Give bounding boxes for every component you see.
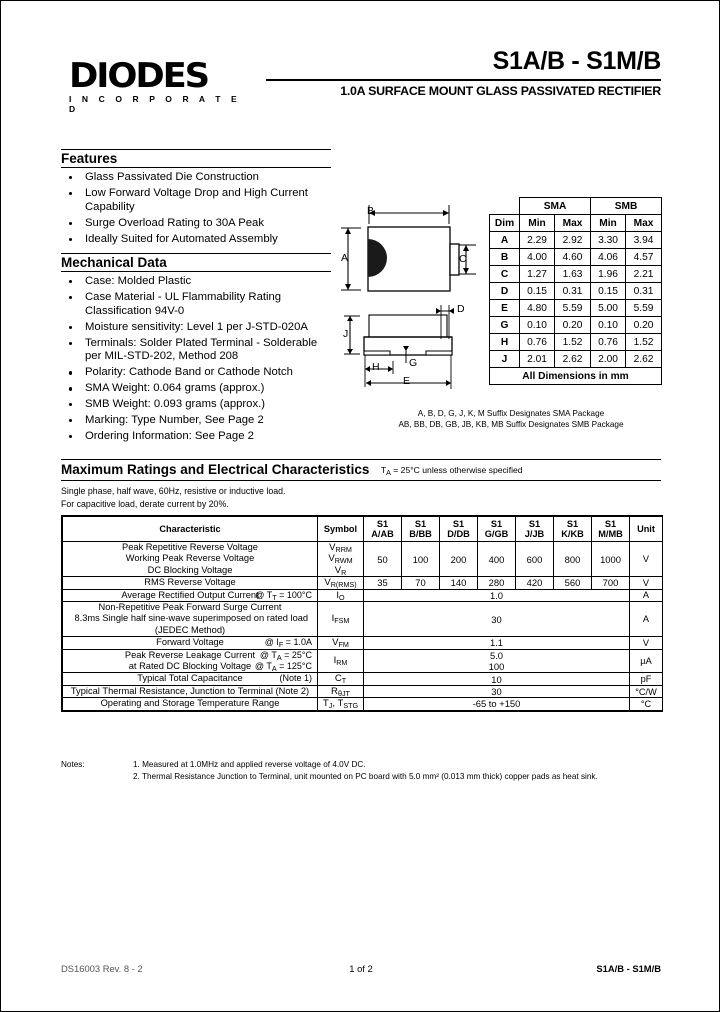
dim-cell-sma-max: 4.60: [555, 249, 591, 266]
mechanical-item: SMA Weight: 0.064 grams (approx.): [61, 382, 331, 396]
table-row: [63, 602, 663, 637]
value-cell: 420: [516, 577, 554, 589]
characteristic-name: Peak Repetitive Reverse Voltage Working Peak Reverse Voltage DC Blocking Voltage: [63, 542, 318, 577]
dim-cell-sma-min: 0.15: [520, 283, 555, 300]
table-row: [63, 673, 663, 685]
dim-cell-sma-min: 2.29: [520, 232, 555, 249]
dim-row: [490, 249, 662, 266]
dim-cell-sma-min: 2.01: [520, 351, 555, 368]
symbol-cell: $V_{RRM}$ $V_{RWM}$ $V_R$: [318, 542, 364, 577]
value-cell: 70: [402, 577, 440, 589]
value-cell: 1000: [592, 542, 630, 577]
dim-col-header: Max: [626, 215, 662, 232]
dim-label-G: G: [409, 357, 418, 369]
dim-cell-sma-max: 2.92: [555, 232, 591, 249]
dim-cell-name: A: [490, 232, 520, 249]
unit-cell: °C/W: [630, 685, 663, 697]
characteristics-table-body: [63, 542, 663, 711]
footnote-item: 2. Thermal Resistance Junction to Terminal, unit mounted on PC board with 5.0 mm² (0.013 mm thick) copper pads as heat sink.: [133, 772, 598, 781]
dim-col-header: Min: [520, 215, 555, 232]
col-header-symbol: Symbol: [318, 517, 364, 542]
characteristic-name: Peak Reverse Leakage Current @ $T_A = 25^\circ C$ at Rated DC Blocking Voltage @ $T_A = 125^\circ C$: [63, 649, 318, 673]
characteristic-name: Average Rectified Output Current @ $T_T = 100^\circ C$: [63, 589, 318, 601]
dim-row: [490, 300, 662, 317]
dimensions-table-body: [490, 232, 662, 368]
dim-cell-name: D: [490, 283, 520, 300]
package-suffix-note: [361, 409, 661, 430]
dim-cell-smb-max: 0.31: [626, 283, 662, 300]
dim-col-header: Dim: [490, 215, 520, 232]
mechanical-item: Ordering Information: See Page 2: [61, 430, 331, 444]
max-ratings-heading-bar: [61, 459, 661, 481]
dim-cell-smb-max: 0.20: [626, 317, 662, 334]
page-subtitle: 1.0A SURFACE MOUNT GLASS PASSIVATED RECTIFIER: [340, 84, 661, 98]
dim-label-B: B: [367, 205, 375, 217]
dim-cell-name: H: [490, 334, 520, 351]
mechanical-data-heading: Mechanical Data: [61, 253, 331, 272]
value-cell-spanned: 1.0: [364, 589, 630, 601]
value-cell-spanned: 5.0 100: [364, 649, 630, 673]
characteristic-name: Operating and Storage Temperature Range: [63, 698, 318, 710]
table-row: [63, 542, 663, 577]
dim-cell-sma-min: 4.00: [520, 249, 555, 266]
feature-item: Glass Passivated Die Construction: [61, 171, 331, 185]
footer-document-id: DS16003 Rev. 8 - 2: [61, 963, 143, 974]
value-cell-spanned: -65 to +150: [364, 698, 630, 710]
dim-cell-sma-min: 0.76: [520, 334, 555, 351]
mechanical-item: Marking: Type Number, See Page 2: [61, 414, 331, 428]
symbol-cell: $V_{R(RMS)}$: [318, 577, 364, 589]
characteristics-header-row: [63, 517, 663, 542]
max-ratings-section: [61, 459, 661, 510]
unit-cell: °C: [630, 698, 663, 710]
characteristic-name: Typical Thermal Resistance, Junction to Terminal (Note 2): [63, 685, 318, 697]
page-title: S1A/B - S1M/B: [492, 47, 661, 75]
dim-cell-smb-min: 0.10: [591, 317, 626, 334]
page-header: [61, 47, 661, 119]
table-row: [63, 637, 663, 649]
unit-cell: V: [630, 637, 663, 649]
mechanical-data-list: [61, 275, 331, 444]
value-cell-spanned: 30: [364, 685, 630, 697]
dim-cell-smb-min: 2.00: [591, 351, 626, 368]
package-suffix-note-line2: AB, BB, DB, GB, JB, KB, MB Suffix Designates SMB Package: [398, 419, 624, 429]
symbol-cell: $C_T$: [318, 673, 364, 685]
dimensions-table: [489, 197, 662, 385]
symbol-cell: $I_O$: [318, 589, 364, 601]
dim-cell-smb-min: 3.30: [591, 232, 626, 249]
symbol-cell: $I_{FSM}$: [318, 602, 364, 637]
table-row: [63, 698, 663, 710]
unit-cell: µA: [630, 649, 663, 673]
unit-cell: pF: [630, 673, 663, 685]
dim-row: [490, 317, 662, 334]
dim-cell-smb-max: 4.57: [626, 249, 662, 266]
package-outline-drawing: [331, 191, 481, 396]
characteristic-name: Forward Voltage @ $I_F = 1.0A$: [63, 637, 318, 649]
feature-item: Surge Overload Rating to 30A Peak: [61, 217, 331, 231]
dim-row: [490, 232, 662, 249]
dim-group-header-row: [490, 198, 662, 215]
dim-cell-name: E: [490, 300, 520, 317]
dim-cell-name: G: [490, 317, 520, 334]
max-ratings-condition: $T_A = 25^\circ C$ unless otherwise specified: [380, 465, 523, 477]
dim-label-E: E: [403, 375, 411, 387]
feature-item: Ideally Suited for Automated Assembly: [61, 233, 331, 247]
value-cell: 35: [364, 577, 402, 589]
value-cell-spanned: 10: [364, 673, 630, 685]
dim-cell-smb-min: 5.00: [591, 300, 626, 317]
value-cell: 800: [554, 542, 592, 577]
table-row: [63, 577, 663, 589]
feature-item: Low Forward Voltage Drop and High Current Capability: [61, 187, 331, 214]
dim-cell-sma-min: 1.27: [520, 266, 555, 283]
dim-row: [490, 334, 662, 351]
characteristics-table-wrap: [61, 515, 663, 712]
dim-cell-sma-min: 0.10: [520, 317, 555, 334]
package-drawing-svg: [331, 191, 481, 396]
logo-incorporated-text: I N C O R P O R A T E D: [69, 94, 241, 114]
package-suffix-note-line1: A, B, D, G, J, K, M Suffix Designates SMA Package: [417, 409, 605, 418]
dim-cell-smb-max: 1.52: [626, 334, 662, 351]
col-header-part: S1 D/DB: [440, 517, 478, 542]
value-cell: 100: [402, 542, 440, 577]
value-cell: 50: [364, 542, 402, 577]
dim-label-J: J: [343, 328, 349, 340]
footnote-item: 1. Measured at 1.0MHz and applied reverse voltage of 4.0V DC.: [133, 760, 366, 769]
header-title-block: [266, 47, 661, 98]
symbol-cell: $R_{\theta JT}$: [318, 685, 364, 697]
mechanical-item: Case Material - UL Flammability Rating Classification 94V-0: [61, 291, 331, 318]
dim-group-smb: SMB: [591, 198, 662, 215]
max-ratings-heading: Maximum Ratings and Electrical Characteristics: [61, 462, 370, 477]
dim-cell-smb-min: 0.76: [591, 334, 626, 351]
dim-cell-smb-max: 5.59: [626, 300, 662, 317]
characteristic-name: Non-Repetitive Peak Forward Surge Current 8.3ms Single half sine-wave superimposed on rated load (JEDEC Method): [63, 602, 318, 637]
unit-cell: A: [630, 589, 663, 601]
features-section: [61, 149, 331, 249]
dim-cell-sma-max: 0.31: [555, 283, 591, 300]
col-header-characteristic: Characteristic: [63, 517, 318, 542]
max-ratings-note-line1: Single phase, half wave, 60Hz, resistive or inductive load.: [61, 486, 286, 496]
dim-label-H: H: [372, 361, 380, 373]
value-cell: 400: [478, 542, 516, 577]
footnotes: [61, 759, 661, 783]
dim-cell-name: C: [490, 266, 520, 283]
col-header-part: S1 K/KB: [554, 517, 592, 542]
table-row: [63, 649, 663, 673]
value-cell: 140: [440, 577, 478, 589]
header-divider: [266, 79, 661, 81]
dim-cell-smb-min: 0.15: [591, 283, 626, 300]
dim-cell-smb-max: 2.62: [626, 351, 662, 368]
dim-row: [490, 266, 662, 283]
dim-cell-smb-min: 4.06: [591, 249, 626, 266]
dim-units-note: All Dimensions in mm: [490, 368, 662, 385]
dim-col-header: Max: [555, 215, 591, 232]
dim-cell-smb-max: 3.94: [626, 232, 662, 249]
dim-cell-sma-max: 2.62: [555, 351, 591, 368]
characteristic-name: RMS Reverse Voltage: [63, 577, 318, 589]
dim-cell-sma-max: 1.63: [555, 266, 591, 283]
dim-cell-sma-min: 4.80: [520, 300, 555, 317]
value-cell-spanned: 1.1: [364, 637, 630, 649]
dim-footer-row: [490, 368, 662, 385]
dim-label-D: D: [457, 303, 465, 315]
dim-cell-smb-max: 2.21: [626, 266, 662, 283]
value-cell-spanned: 30: [364, 602, 630, 637]
table-row: [63, 685, 663, 697]
dim-cell-name: J: [490, 351, 520, 368]
mechanical-item: Moisture sensitivity: Level 1 per J-STD-020A: [61, 321, 331, 335]
unit-cell: V: [630, 577, 663, 589]
characteristic-name: Typical Total Capacitance (Note 1): [63, 673, 318, 685]
dim-row: [490, 351, 662, 368]
mechanical-item: SMB Weight: 0.093 grams (approx.): [61, 398, 331, 412]
footnotes-list: [133, 759, 661, 783]
dim-cell-sma-max: 5.59: [555, 300, 591, 317]
symbol-cell: $I_{RM}$: [318, 649, 364, 673]
footer-part-number: S1A/B - S1M/B: [596, 963, 661, 974]
col-header-part: S1 G/GB: [478, 517, 516, 542]
value-cell: 560: [554, 577, 592, 589]
col-header-part: S1 A/AB: [364, 517, 402, 542]
max-ratings-notes: [61, 485, 661, 510]
dim-corner-cell: [490, 198, 520, 215]
dim-cell-smb-min: 1.96: [591, 266, 626, 283]
dim-cell-sma-max: 0.20: [555, 317, 591, 334]
col-header-part: S1 B/BB: [402, 517, 440, 542]
value-cell: 700: [592, 577, 630, 589]
unit-cell: V: [630, 542, 663, 577]
table-row: [63, 589, 663, 601]
diodes-logo: [69, 56, 249, 114]
col-header-unit: Unit: [630, 517, 663, 542]
dim-cell-sma-max: 1.52: [555, 334, 591, 351]
dim-label-C: C: [459, 253, 467, 265]
mechanical-data-section: [61, 253, 331, 446]
max-ratings-note-line2: For capacitive load, derate current by 20%.: [61, 498, 229, 509]
dim-column-header-row: [490, 215, 662, 232]
characteristics-table: [62, 516, 663, 711]
footer-page-number: 1 of 2: [349, 963, 373, 974]
mechanical-item: Polarity: Cathode Band or Cathode Notch: [61, 366, 331, 380]
value-cell: 600: [516, 542, 554, 577]
col-header-part: S1 J/JB: [516, 517, 554, 542]
dimensions-table-wrap: [489, 197, 662, 385]
dim-col-header: Min: [591, 215, 626, 232]
features-list: [61, 171, 331, 246]
footnotes-label: Notes:: [61, 760, 85, 769]
value-cell: 200: [440, 542, 478, 577]
dim-row: [490, 283, 662, 300]
logo-wordmark: DIODES: [69, 56, 209, 96]
features-heading: Features: [61, 149, 331, 168]
dim-group-sma: SMA: [520, 198, 591, 215]
dim-label-A: A: [341, 252, 349, 264]
dim-cell-name: B: [490, 249, 520, 266]
col-header-part: S1 M/MB: [592, 517, 630, 542]
symbol-cell: $V_{FM}$: [318, 637, 364, 649]
value-cell: 280: [478, 577, 516, 589]
mechanical-item: Terminals: Solder Plated Terminal - Solderable per MIL-STD-202, Method 208: [61, 337, 331, 364]
symbol-cell: $T_J$, $T_{STG}$: [318, 698, 364, 710]
mechanical-item: Case: Molded Plastic: [61, 275, 331, 289]
unit-cell: A: [630, 602, 663, 637]
